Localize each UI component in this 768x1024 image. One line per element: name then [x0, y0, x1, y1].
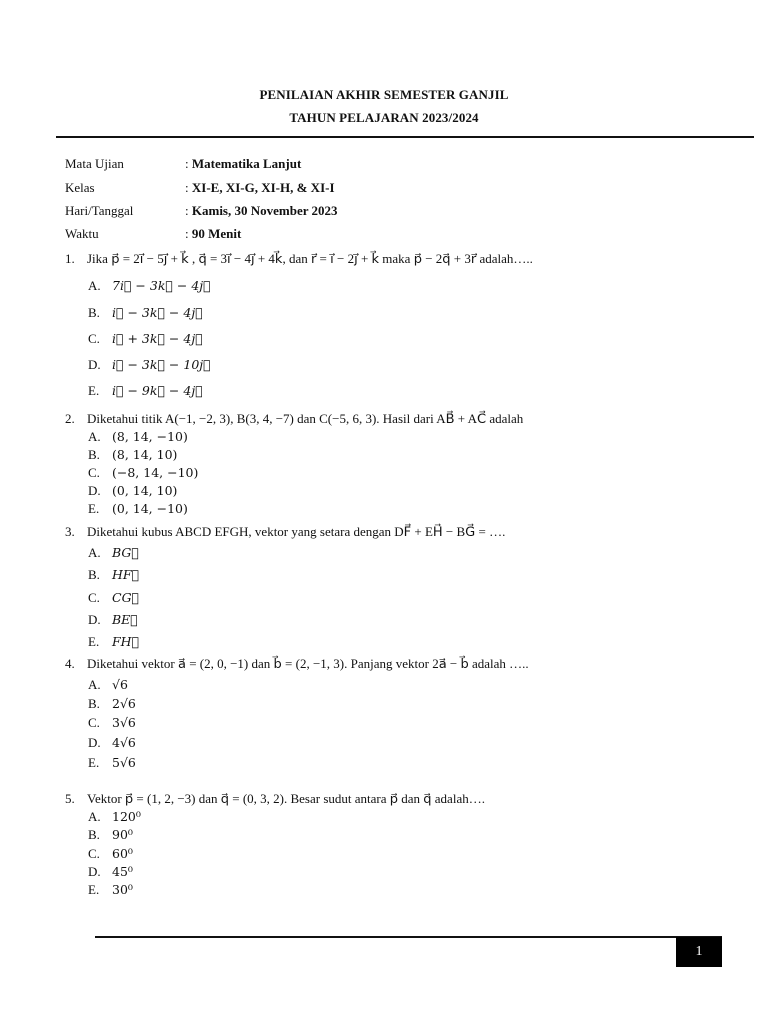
option-3d: D. BE⃗ — [88, 612, 138, 627]
option-1b: B. i⃗ − 3k⃗ − 4j⃗ — [88, 305, 203, 320]
question-stem: Vektor p⃗ = (1, 2, −3) dan q⃗ = (0, 3, 2). Besar sudut antara p⃗ dan q⃗ adalah…. — [87, 791, 485, 806]
option-2e: E. (0, 14, −10) — [88, 501, 188, 516]
page-number: 1 — [676, 937, 722, 967]
option-5c: C. 60⁰ — [88, 846, 133, 861]
info-label: Kelas — [65, 180, 95, 195]
question-stem: Diketahui vektor a⃗ = (2, 0, −1) dan b⃗ = (2, −1, 3). Panjang vektor 2a⃗ − b⃗ adalah ….. — [87, 656, 529, 671]
option-4b: B. 2√6 — [88, 696, 136, 711]
question-number: 4. — [65, 656, 75, 671]
academic-year-title: TAHUN PELAJARAN 2023/2024 — [289, 110, 479, 125]
question-number: 3. — [65, 524, 75, 539]
option-1d: D. i⃗ − 3k⃗ − 10j⃗ — [88, 357, 211, 372]
info-value: : 90 Menit — [185, 226, 242, 241]
option-2b: B. (8, 14, 10) — [88, 447, 178, 462]
info-value: : XI-E, XI-G, XI-H, & XI-I — [185, 180, 335, 195]
option-3c: C. CG⃗ — [88, 590, 140, 605]
question-number: 1. — [65, 251, 75, 266]
question-number: 2. — [65, 411, 75, 426]
info-value: : Kamis, 30 November 2023 — [185, 203, 338, 218]
option-2c: C. (−8, 14, −10) — [88, 465, 199, 480]
option-1a: A. 7i⃗ − 3k⃗ − 4j⃗ — [88, 278, 211, 293]
footer-divider — [95, 936, 722, 938]
header-divider — [56, 136, 754, 138]
question-stem: Diketahui titik A(−1, −2, 3), B(3, 4, −7) dan C(−5, 6, 3). Hasil dari AB⃗ + AC⃗ adalah — [87, 411, 524, 426]
info-label: Hari/Tanggal — [65, 203, 134, 218]
option-1c: C. i⃗ + 3k⃗ − 4j⃗ — [88, 331, 203, 346]
option-3e: E. FH⃗ — [88, 634, 140, 649]
option-3a: A. BG⃗ — [88, 545, 139, 560]
option-2d: D. (0, 14, 10) — [88, 483, 178, 498]
info-value: : Matematika Lanjut — [185, 156, 302, 171]
question-stem: Diketahui kubus ABCD EFGH, vektor yang setara dengan DF⃗ + EH⃗ − BG⃗ = …. — [87, 524, 506, 539]
option-4c: C. 3√6 — [88, 715, 136, 730]
option-1e: E. i⃗ − 9k⃗ − 4j⃗ — [88, 383, 203, 398]
option-3b: B. HF⃗ — [88, 567, 140, 582]
option-4d: D. 4√6 — [88, 735, 136, 750]
info-label: Mata Ujian — [65, 156, 124, 171]
question-stem: Jika p⃗ = 2i⃗ − 5j⃗ + k⃗ , q⃗ = 3i⃗ − 4j⃗ + 4k⃗, dan r⃗ = i⃗ − 2j⃗ + k⃗ maka p⃗ − 2q⃗ + 3r⃗ adalah….. — [87, 251, 533, 266]
option-5d: D. 45⁰ — [88, 864, 133, 879]
option-5e: E. 30⁰ — [88, 882, 133, 897]
option-5a: A. 120⁰ — [88, 809, 141, 824]
option-2a: A. (8, 14, −10) — [88, 429, 188, 444]
info-label: Waktu — [65, 226, 99, 241]
option-4a: A. √6 — [88, 677, 128, 692]
option-4e: E. 5√6 — [88, 755, 136, 770]
question-number: 5. — [65, 791, 75, 806]
exam-title: PENILAIAN AKHIR SEMESTER GANJIL — [259, 87, 509, 102]
option-5b: B. 90⁰ — [88, 827, 133, 842]
